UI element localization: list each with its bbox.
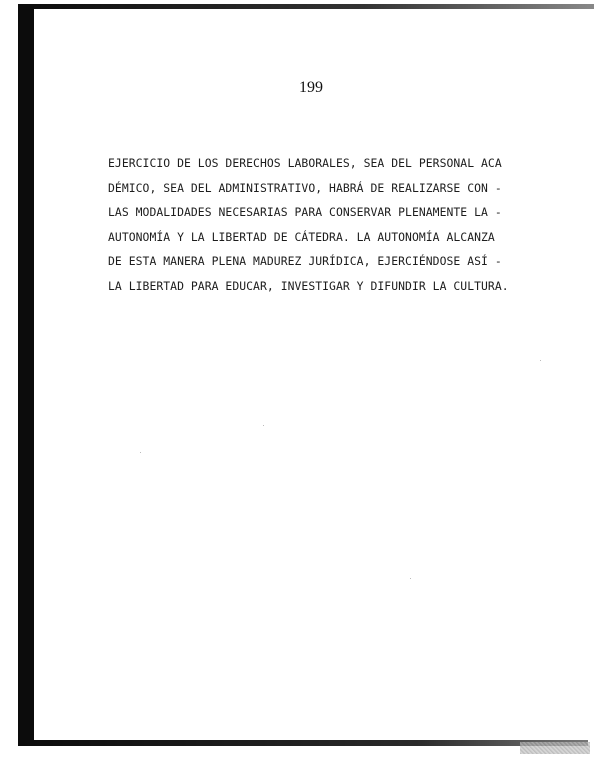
scan-speck [140,452,141,453]
page-bottom-edge [18,740,588,746]
page-top-edge [18,4,594,9]
text-line: LA LIBERTAD PARA EDUCAR, INVESTIGAR Y DIFUNDIR LA CULTURA. [108,278,509,293]
text-line: EJERCICIO DE LOS DERECHOS LABORALES, SEA DEL PERSONAL ACA [108,156,502,170]
binding-edge [18,6,34,744]
scan-artifact [520,742,590,754]
text-line: DÉMICO, SEA DEL ADMINISTRATIVO, HABRÁ DE REALIZARSE CON - [108,180,502,195]
scan-speck [540,360,541,361]
scan-speck [263,425,264,426]
scan-speck [410,578,411,579]
body-paragraph [108,151,558,298]
text-line: DE ESTA MANERA PLENA MADUREZ JURÍDICA, EJERCIÉNDOSE ASÍ - [108,254,502,268]
text-line: LAS MODALIDADES NECESARIAS PARA CONSERVAR PLENAMENTE LA - [108,205,502,219]
page-number: 199 [299,79,323,96]
text-line: AUTONOMÍA Y LA LIBERTAD DE CÁTEDRA. LA AUTONOMÍA ALCANZA [108,229,495,244]
